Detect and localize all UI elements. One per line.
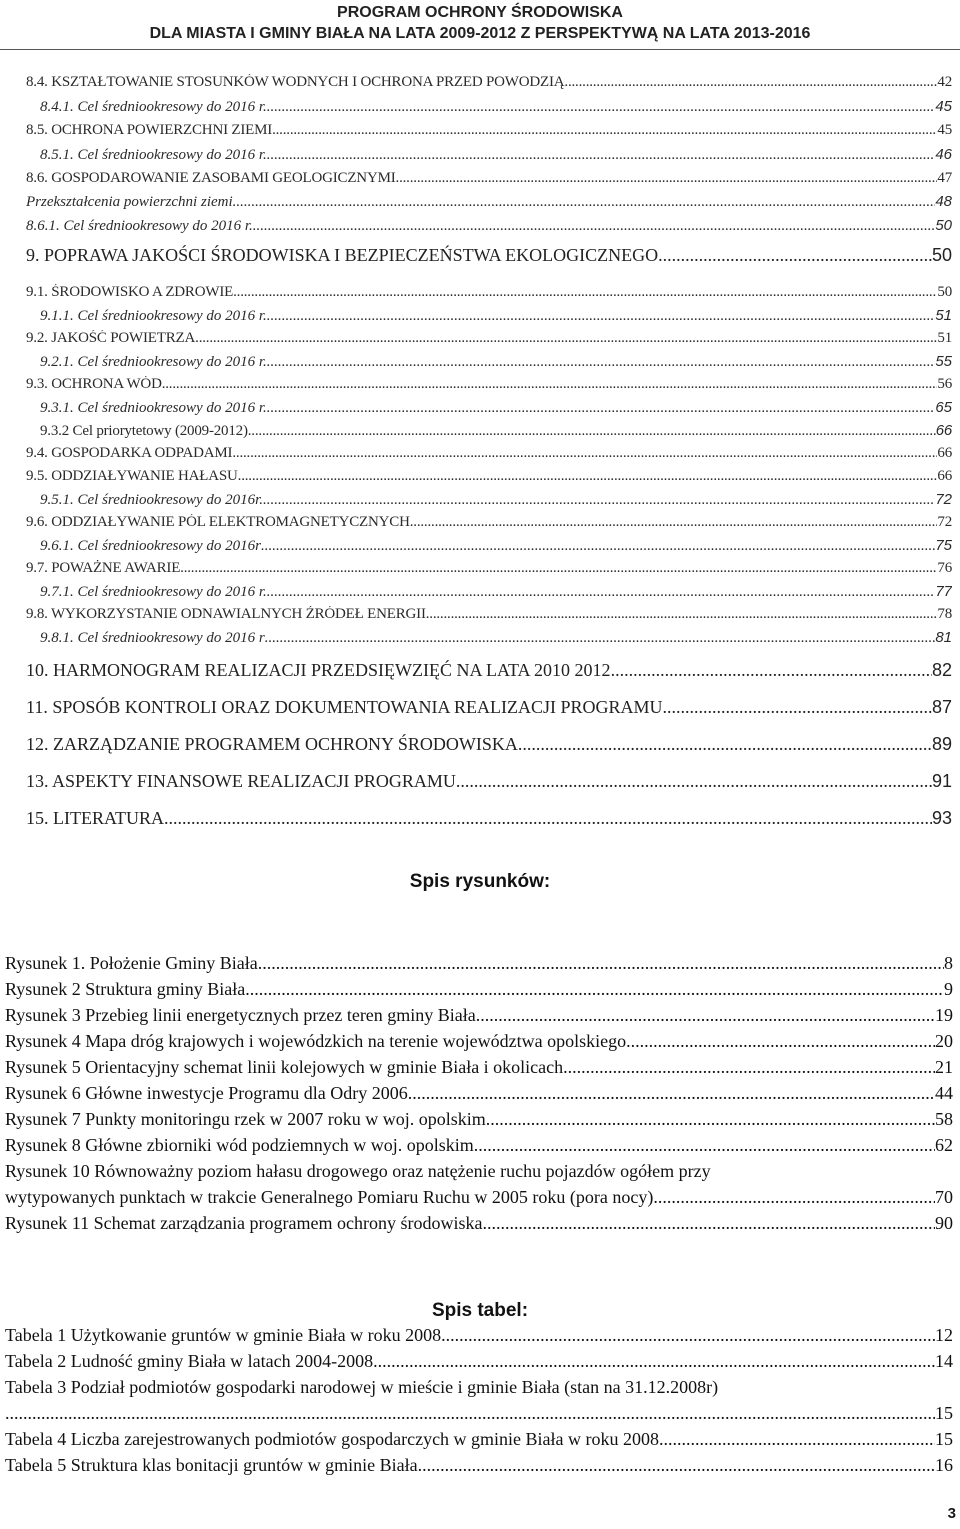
toc-entry[interactable]: 15. LITERATURA ..... 93: [26, 808, 952, 829]
toc-entry[interactable]: 12. ZARZĄDZANIE PROGRAMEM OCHRONY ŚRODOWISKA ..... 89: [26, 734, 952, 755]
figure-entry[interactable]: Rysunek 5 Orientacyjny schemat linii kolejowych w gminie Biała i okolicach ..... 21: [5, 1057, 953, 1078]
figure-entry[interactable]: Rysunek 4 Mapa dróg krajowych i wojewódzkich na terenie województwa opolskiego ..... 20: [5, 1031, 953, 1052]
table-entry[interactable]: Tabela 4 Liczba zarejestrowanych podmiotów gospodarczych w gminie Biała w roku 2008 ..... 15: [5, 1429, 953, 1450]
table-entry[interactable]: ..... 15: [5, 1403, 953, 1424]
tables-heading: Spis tabel:: [431, 1300, 529, 1321]
toc-entry[interactable]: 9.2.1. Cel średniookresowy do 2016 r. ..... 55: [40, 353, 952, 371]
table-entry[interactable]: Tabela 5 Struktura klas bonitacji gruntów w gminie Biała ..... 16: [5, 1455, 953, 1476]
toc-entry[interactable]: 9.1.1. Cel średniookresowy do 2016 r. ..... 51: [40, 307, 952, 325]
header-title: PROGRAM OCHRONY ŚRODOWISKA: [337, 4, 623, 21]
figures-heading: Spis rysunków:: [409, 871, 551, 892]
figure-entry[interactable]: Rysunek 6 Główne inwestycje Programu dla Odry 2006 ..... 44: [5, 1083, 953, 1104]
toc-entry[interactable]: 8.5. OCHRONA POWIERZCHNI ZIEMI ..... 45: [26, 122, 952, 139]
figure-entry[interactable]: Rysunek 7 Punkty monitoringu rzek w 2007 roku w woj. opolskim ..... 58: [5, 1109, 953, 1130]
toc-entry[interactable]: 9.1. ŚRODOWISKO A ZDROWIE ..... 50: [26, 284, 952, 301]
header-subtitle: DLA MIASTA I GMINY BIAŁA NA LATA 2009-2012 Z PERSPEKTYWĄ NA LATA 2013-2016: [149, 25, 811, 42]
toc-entry[interactable]: 11. SPOSÓB KONTROLI ORAZ DOKUMENTOWANIA REALIZACJI PROGRAMU. ..... 87: [26, 697, 952, 718]
figure-entry[interactable]: Rysunek 1. Położenie Gminy Biała. ..... 8: [5, 953, 953, 974]
toc-entry[interactable]: 9.3. OCHRONA WÓD ..... 56: [26, 376, 952, 393]
toc-entry[interactable]: 9.7. POWAŻNE AWARIE ..... 76: [26, 560, 952, 577]
table-entry[interactable]: Tabela 2 Ludność gminy Biała w latach 2004-2008 ..... 14: [5, 1351, 953, 1372]
toc-entry[interactable]: 9.3.1. Cel średniookresowy do 2016 r. ..... 65: [40, 399, 952, 417]
figure-entry[interactable]: Rysunek 2 Struktura gminy Biała ..... 9: [5, 979, 953, 1000]
figure-entry[interactable]: Rysunek 3 Przebieg linii energetycznych przez teren gminy Biała ..... 19: [5, 1005, 953, 1026]
toc-entry[interactable]: 8.6. GOSPODAROWANIE ZASOBAMI GEOLOGICZNYMI ..... 47: [26, 170, 952, 187]
toc-entry[interactable]: 8.6.1. Cel średniookresowy do 2016 r. ..... 50: [26, 217, 952, 235]
toc-entry[interactable]: 9. POPRAWA JAKOŚCI ŚRODOWISKA I BEZPIECZEŃSTWA EKOLOGICZNEGO. ..... 50: [26, 245, 952, 266]
toc-entry[interactable]: 9.5. ODDZIAŁYWANIE HAŁASU ..... 66: [26, 468, 952, 485]
page-number: 3: [947, 1505, 956, 1522]
figure-entry-line1[interactable]: Rysunek 10 Równoważny poziom hałasu drogowego oraz natężenie ruchu pojazdów ogółem przy: [5, 1161, 711, 1181]
toc-entry[interactable]: 9.4. GOSPODARKA ODPADAMI ..... 66: [26, 445, 952, 462]
toc-entry[interactable]: 9.8. WYKORZYSTANIE ODNAWIALNYCH ŹRÓDEŁ ENERGII ..... 78: [26, 606, 952, 623]
figure-entry[interactable]: Rysunek 11 Schemat zarządzania programem ochrony środowiska ..... 90: [5, 1213, 953, 1234]
toc-entry[interactable]: 8.4. KSZTAŁTOWANIE STOSUNKÓW WODNYCH I OCHRONA PRZED POWODZIĄ ..... 42: [26, 74, 952, 91]
header-divider: [0, 49, 960, 50]
toc-entry[interactable]: 9.5.1. Cel średniookresowy do 2016r. ..... 72: [40, 491, 952, 509]
table-entry-line1[interactable]: Tabela 3 Podział podmiotów gospodarki narodowej w mieście i gminie Biała (stan na 31.12.2008r): [5, 1377, 719, 1397]
toc-entry[interactable]: Przekształcenia powierzchni ziemi ..... 48: [26, 193, 952, 211]
toc-entry[interactable]: 9.6. ODDZIAŁYWANIE PÓL ELEKTROMAGNETYCZNYCH ..... 72: [26, 514, 952, 531]
table-entry[interactable]: Tabela 1 Użytkowanie gruntów w gminie Biała w roku 2008 ..... 12: [5, 1325, 953, 1346]
toc-entry[interactable]: 8.4.1. Cel średniookresowy do 2016 r. ..... 45: [40, 98, 952, 116]
toc-entry[interactable]: 9.7.1. Cel średniookresowy do 2016 r. ..... 77: [40, 583, 952, 601]
toc-entry[interactable]: 10. HARMONOGRAM REALIZACJI PRZEDSIĘWZIĘĆ NA LATA 2010 2012 ..... 82: [26, 660, 952, 681]
toc-entry[interactable]: 8.5.1. Cel średniookresowy do 2016 r. ..... 46: [40, 146, 952, 164]
toc-entry[interactable]: 9.2. JAKOŚĆ POWIETRZA ..... 51: [26, 330, 952, 347]
toc-entry[interactable]: 9.6.1. Cel średniookresowy do 2016r ..... 75: [40, 537, 952, 555]
figure-entry[interactable]: wytypowanych punktach w trakcie Generalnego Pomiaru Ruchu w 2005 roku (pora nocy) ..... 70: [5, 1187, 953, 1208]
figure-entry[interactable]: Rysunek 8 Główne zbiorniki wód podziemnych w woj. opolskim ..... 62: [5, 1135, 953, 1156]
toc-entry[interactable]: 13. ASPEKTY FINANSOWE REALIZACJI PROGRAMU ..... 91: [26, 771, 952, 792]
toc-entry[interactable]: 9.8.1. Cel średniookresowy do 2016 r ..... 81: [40, 629, 952, 647]
toc-entry[interactable]: 9.3.2 Cel priorytetowy (2009-2012) ..... 66: [40, 422, 952, 440]
